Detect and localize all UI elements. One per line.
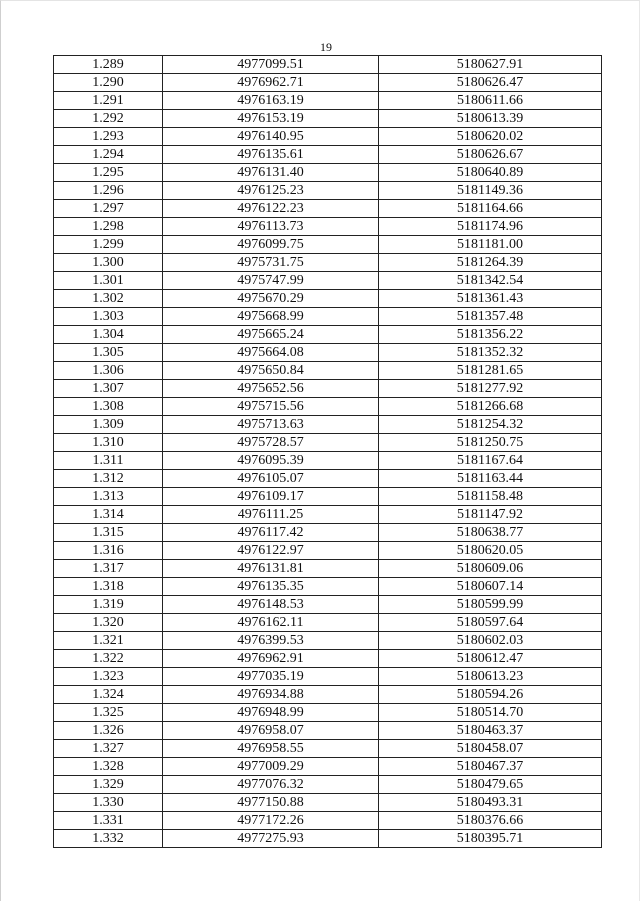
point-number-cell: 1.321 <box>54 632 163 650</box>
y-coordinate-cell: 5180376.66 <box>379 812 602 830</box>
point-number-cell: 1.303 <box>54 308 163 326</box>
table-row <box>54 452 602 470</box>
y-coordinate-cell: 5180627.91 <box>379 56 602 74</box>
y-coordinate-cell: 5180640.89 <box>379 164 602 182</box>
point-number-cell: 1.331 <box>54 812 163 830</box>
x-coordinate-cell: 4977009.29 <box>163 758 379 776</box>
table-row <box>54 380 602 398</box>
y-coordinate-cell: 5181149.36 <box>379 182 602 200</box>
point-number-cell: 1.332 <box>54 830 163 848</box>
x-coordinate-cell: 4976153.19 <box>163 110 379 128</box>
x-coordinate-cell: 4975670.29 <box>163 290 379 308</box>
point-number-cell: 1.295 <box>54 164 163 182</box>
point-number-cell: 1.311 <box>54 452 163 470</box>
table-row <box>54 254 602 272</box>
y-coordinate-cell: 5180479.65 <box>379 776 602 794</box>
point-number-cell: 1.305 <box>54 344 163 362</box>
x-coordinate-cell: 4977076.32 <box>163 776 379 794</box>
point-number-cell: 1.330 <box>54 794 163 812</box>
table-row <box>54 686 602 704</box>
x-coordinate-cell: 4976109.17 <box>163 488 379 506</box>
table-row <box>54 362 602 380</box>
y-coordinate-cell: 5180594.26 <box>379 686 602 704</box>
point-number-cell: 1.300 <box>54 254 163 272</box>
table-row <box>54 164 602 182</box>
coordinates-table-body <box>54 56 602 848</box>
y-coordinate-cell: 5181281.65 <box>379 362 602 380</box>
point-number-cell: 1.328 <box>54 758 163 776</box>
x-coordinate-cell: 4976135.61 <box>163 146 379 164</box>
x-coordinate-cell: 4975664.08 <box>163 344 379 362</box>
point-number-cell: 1.292 <box>54 110 163 128</box>
y-coordinate-cell: 5181167.64 <box>379 452 602 470</box>
point-number-cell: 1.309 <box>54 416 163 434</box>
table-row <box>54 434 602 452</box>
y-coordinate-cell: 5181174.96 <box>379 218 602 236</box>
x-coordinate-cell: 4976962.71 <box>163 74 379 92</box>
x-coordinate-cell: 4975668.99 <box>163 308 379 326</box>
y-coordinate-cell: 5180613.39 <box>379 110 602 128</box>
y-coordinate-cell: 5180458.07 <box>379 740 602 758</box>
table-row <box>54 614 602 632</box>
y-coordinate-cell: 5180609.06 <box>379 560 602 578</box>
table-row <box>54 758 602 776</box>
y-coordinate-cell: 5181357.48 <box>379 308 602 326</box>
y-coordinate-cell: 5180514.70 <box>379 704 602 722</box>
x-coordinate-cell: 4976958.55 <box>163 740 379 758</box>
table-row <box>54 578 602 596</box>
table-row <box>54 470 602 488</box>
y-coordinate-cell: 5180467.37 <box>379 758 602 776</box>
x-coordinate-cell: 4975731.75 <box>163 254 379 272</box>
y-coordinate-cell: 5180626.67 <box>379 146 602 164</box>
y-coordinate-cell: 5180612.47 <box>379 650 602 668</box>
point-number-cell: 1.324 <box>54 686 163 704</box>
x-coordinate-cell: 4976113.73 <box>163 218 379 236</box>
x-coordinate-cell: 4976962.91 <box>163 650 379 668</box>
point-number-cell: 1.320 <box>54 614 163 632</box>
table-row <box>54 398 602 416</box>
point-number-cell: 1.307 <box>54 380 163 398</box>
y-coordinate-cell: 5180493.31 <box>379 794 602 812</box>
point-number-cell: 1.289 <box>54 56 163 74</box>
table-row <box>54 416 602 434</box>
x-coordinate-cell: 4975728.57 <box>163 434 379 452</box>
x-coordinate-cell: 4975713.63 <box>163 416 379 434</box>
point-number-cell: 1.310 <box>54 434 163 452</box>
point-number-cell: 1.318 <box>54 578 163 596</box>
point-number-cell: 1.317 <box>54 560 163 578</box>
point-number-cell: 1.296 <box>54 182 163 200</box>
x-coordinate-cell: 4975652.56 <box>163 380 379 398</box>
point-number-cell: 1.299 <box>54 236 163 254</box>
y-coordinate-cell: 5181352.32 <box>379 344 602 362</box>
x-coordinate-cell: 4977035.19 <box>163 668 379 686</box>
point-number-cell: 1.327 <box>54 740 163 758</box>
point-number-cell: 1.293 <box>54 128 163 146</box>
point-number-cell: 1.306 <box>54 362 163 380</box>
point-number-cell: 1.308 <box>54 398 163 416</box>
x-coordinate-cell: 4975665.24 <box>163 326 379 344</box>
x-coordinate-cell: 4976135.35 <box>163 578 379 596</box>
x-coordinate-cell: 4976099.75 <box>163 236 379 254</box>
table-row <box>54 110 602 128</box>
y-coordinate-cell: 5181277.92 <box>379 380 602 398</box>
point-number-cell: 1.301 <box>54 272 163 290</box>
y-coordinate-cell: 5181342.54 <box>379 272 602 290</box>
point-number-cell: 1.294 <box>54 146 163 164</box>
x-coordinate-cell: 4976162.11 <box>163 614 379 632</box>
table-row <box>54 560 602 578</box>
x-coordinate-cell: 4977172.26 <box>163 812 379 830</box>
y-coordinate-cell: 5180626.47 <box>379 74 602 92</box>
table-row <box>54 218 602 236</box>
table-row <box>54 308 602 326</box>
table-row <box>54 182 602 200</box>
y-coordinate-cell: 5180620.05 <box>379 542 602 560</box>
y-coordinate-cell: 5180638.77 <box>379 524 602 542</box>
y-coordinate-cell: 5180395.71 <box>379 830 602 848</box>
point-number-cell: 1.290 <box>54 74 163 92</box>
table-row <box>54 596 602 614</box>
y-coordinate-cell: 5181254.32 <box>379 416 602 434</box>
x-coordinate-cell: 4975747.99 <box>163 272 379 290</box>
x-coordinate-cell: 4976131.81 <box>163 560 379 578</box>
x-coordinate-cell: 4975650.84 <box>163 362 379 380</box>
point-number-cell: 1.329 <box>54 776 163 794</box>
table-row <box>54 776 602 794</box>
x-coordinate-cell: 4977099.51 <box>163 56 379 74</box>
y-coordinate-cell: 5181361.43 <box>379 290 602 308</box>
y-coordinate-cell: 5181158.48 <box>379 488 602 506</box>
y-coordinate-cell: 5180463.37 <box>379 722 602 740</box>
table-row <box>54 56 602 74</box>
table-row <box>54 200 602 218</box>
table-row <box>54 650 602 668</box>
y-coordinate-cell: 5181164.66 <box>379 200 602 218</box>
point-number-cell: 1.314 <box>54 506 163 524</box>
x-coordinate-cell: 4976399.53 <box>163 632 379 650</box>
point-number-cell: 1.315 <box>54 524 163 542</box>
x-coordinate-cell: 4976958.07 <box>163 722 379 740</box>
point-number-cell: 1.297 <box>54 200 163 218</box>
x-coordinate-cell: 4976125.23 <box>163 182 379 200</box>
point-number-cell: 1.326 <box>54 722 163 740</box>
y-coordinate-cell: 5180620.02 <box>379 128 602 146</box>
x-coordinate-cell: 4977150.88 <box>163 794 379 812</box>
point-number-cell: 1.323 <box>54 668 163 686</box>
table-row <box>54 794 602 812</box>
x-coordinate-cell: 4976105.07 <box>163 470 379 488</box>
table-row <box>54 668 602 686</box>
x-coordinate-cell: 4976095.39 <box>163 452 379 470</box>
y-coordinate-cell: 5180607.14 <box>379 578 602 596</box>
point-number-cell: 1.302 <box>54 290 163 308</box>
y-coordinate-cell: 5181264.39 <box>379 254 602 272</box>
table-row <box>54 812 602 830</box>
x-coordinate-cell: 4976934.88 <box>163 686 379 704</box>
table-row <box>54 74 602 92</box>
y-coordinate-cell: 5181266.68 <box>379 398 602 416</box>
table-row <box>54 524 602 542</box>
table-row <box>54 704 602 722</box>
page-number: 19 <box>320 40 332 54</box>
point-number-cell: 1.312 <box>54 470 163 488</box>
point-number-cell: 1.325 <box>54 704 163 722</box>
table-row <box>54 290 602 308</box>
y-coordinate-cell: 5181181.00 <box>379 236 602 254</box>
point-number-cell: 1.304 <box>54 326 163 344</box>
y-coordinate-cell: 5180611.66 <box>379 92 602 110</box>
x-coordinate-cell: 4976122.97 <box>163 542 379 560</box>
x-coordinate-cell: 4976117.42 <box>163 524 379 542</box>
table-row <box>54 128 602 146</box>
table-row <box>54 722 602 740</box>
table-row <box>54 632 602 650</box>
table-row <box>54 506 602 524</box>
table-row <box>54 146 602 164</box>
x-coordinate-cell: 4976111.25 <box>163 506 379 524</box>
x-coordinate-cell: 4976131.40 <box>163 164 379 182</box>
y-coordinate-cell: 5180613.23 <box>379 668 602 686</box>
y-coordinate-cell: 5180599.99 <box>379 596 602 614</box>
y-coordinate-cell: 5181147.92 <box>379 506 602 524</box>
table-row <box>54 326 602 344</box>
x-coordinate-cell: 4977275.93 <box>163 830 379 848</box>
x-coordinate-cell: 4976148.53 <box>163 596 379 614</box>
x-coordinate-cell: 4976948.99 <box>163 704 379 722</box>
point-number-cell: 1.316 <box>54 542 163 560</box>
point-number-cell: 1.313 <box>54 488 163 506</box>
x-coordinate-cell: 4976140.95 <box>163 128 379 146</box>
table-row <box>54 236 602 254</box>
point-number-cell: 1.291 <box>54 92 163 110</box>
coordinates-table <box>53 55 602 848</box>
y-coordinate-cell: 5180597.64 <box>379 614 602 632</box>
table-row <box>54 344 602 362</box>
point-number-cell: 1.298 <box>54 218 163 236</box>
table-row <box>54 272 602 290</box>
y-coordinate-cell: 5181163.44 <box>379 470 602 488</box>
x-coordinate-cell: 4976122.23 <box>163 200 379 218</box>
point-number-cell: 1.319 <box>54 596 163 614</box>
table-row <box>54 488 602 506</box>
y-coordinate-cell: 5180602.03 <box>379 632 602 650</box>
table-row <box>54 740 602 758</box>
y-coordinate-cell: 5181250.75 <box>379 434 602 452</box>
y-coordinate-cell: 5181356.22 <box>379 326 602 344</box>
x-coordinate-cell: 4976163.19 <box>163 92 379 110</box>
table-row <box>54 830 602 848</box>
table-row <box>54 542 602 560</box>
point-number-cell: 1.322 <box>54 650 163 668</box>
x-coordinate-cell: 4975715.56 <box>163 398 379 416</box>
table-row <box>54 92 602 110</box>
